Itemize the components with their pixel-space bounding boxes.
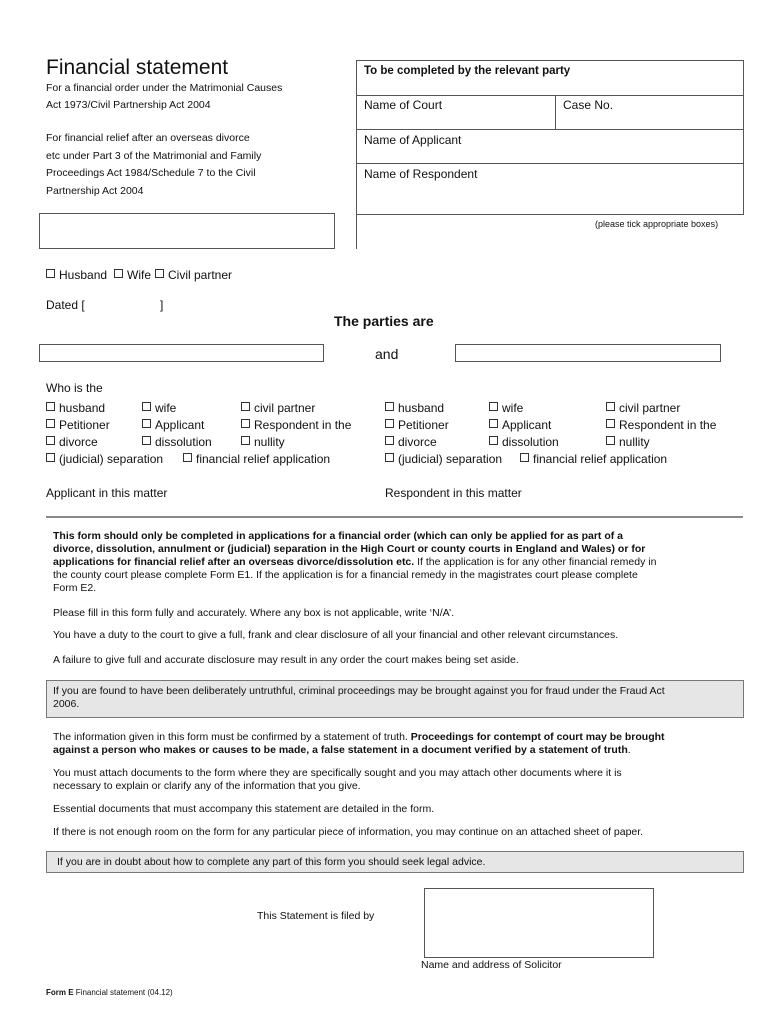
civil-partner-checkbox[interactable]: [155, 268, 232, 282]
relief-line-3: Proceedings Act 1984/Schedule 7 to the Civil: [46, 167, 256, 179]
checkbox-label: financial relief application: [533, 452, 668, 466]
checkbox-square-icon: [241, 436, 250, 445]
applicant-name-field[interactable]: Name of Applicant: [364, 133, 462, 147]
applicant-matter-label: Applicant in this matter: [46, 486, 168, 500]
subtitle-line-2: Act 1973/Civil Partnership Act 2004: [46, 99, 211, 111]
checkbox-square-icon: [155, 269, 164, 278]
right-nullity-checkbox[interactable]: [606, 435, 650, 449]
right-divorce-checkbox[interactable]: [385, 435, 437, 449]
intro-line-2: [53, 543, 738, 556]
failure-instruction: A failure to give full and accurate disclosure may result in any order the court makes being set aside.: [53, 654, 519, 666]
intro-bold-2: divorce, dissolution, annulment or (judicial) separation in the High Court or county courts in England and Wales) or for: [53, 543, 646, 555]
dated-close: ]: [160, 298, 164, 312]
left-applicant-checkbox[interactable]: [142, 418, 204, 432]
footer: [46, 988, 173, 997]
fraud-warning-box: [46, 680, 744, 718]
right-separation-checkbox[interactable]: [385, 452, 502, 466]
room-instruction: If there is not enough room on the form for any particular piece of information, you may continue on an attached sheet of paper.: [53, 826, 644, 838]
checkbox-label: Civil partner: [168, 268, 233, 282]
left-separation-checkbox[interactable]: [46, 452, 163, 466]
checkbox-label: husband: [398, 401, 445, 415]
checkbox-square-icon: [46, 419, 55, 428]
party-two-input[interactable]: [455, 344, 721, 362]
fraud-line-2: 2006.: [53, 698, 80, 710]
court-name-field[interactable]: Name of Court: [364, 98, 443, 112]
checkbox-square-icon: [183, 453, 192, 462]
truth-end: .: [627, 744, 631, 756]
checkbox-square-icon: [385, 436, 394, 445]
essential-instruction: Essential documents that must accompany this statement are detailed in the form.: [53, 803, 435, 815]
fill-instruction: Please fill in this form fully and accurately. Where any box is not applicable, write ‘N/A’.: [53, 607, 455, 619]
checkbox-square-icon: [46, 402, 55, 411]
truth-normal: The information given in this form must be confirmed by a statement of truth.: [53, 731, 411, 743]
relief-line-1: For financial relief after an overseas divorce: [46, 132, 250, 144]
duty-instruction: You have a duty to the court to give a full, frank and clear disclosure of all your financial and other relevant circumstances.: [53, 629, 619, 641]
checkbox-label: Respondent in the: [254, 418, 352, 432]
intro-bold-1: This form should only be completed in applications for a financial order (which can only be applied for as part of a: [53, 530, 623, 542]
checkbox-square-icon: [114, 269, 123, 278]
and-label: and: [375, 346, 399, 362]
intro-line-1: [53, 530, 738, 543]
checkbox-label: wife: [502, 401, 524, 415]
intro-bold-3: applications for financial relief after an overseas divorce/dissolution etc.: [53, 556, 415, 568]
right-wife-checkbox[interactable]: [489, 401, 523, 415]
left-petitioner-checkbox[interactable]: [46, 418, 110, 432]
respondent-name-field[interactable]: Name of Respondent: [364, 167, 478, 181]
checkbox-label: nullity: [619, 435, 650, 449]
checkbox-label: husband: [59, 401, 106, 415]
wife-checkbox[interactable]: [114, 268, 151, 282]
left-wife-checkbox[interactable]: [142, 401, 176, 415]
checkbox-square-icon: [489, 402, 498, 411]
tick-note: (please tick appropriate boxes): [595, 219, 719, 229]
divider: [356, 95, 744, 96]
checkbox-label: (judicial) separation: [398, 452, 503, 466]
divider: [356, 215, 357, 249]
divider: [356, 129, 744, 130]
dated-label: Dated [: [46, 298, 85, 312]
checkbox-label: Applicant: [502, 418, 552, 432]
right-petitioner-checkbox[interactable]: [385, 418, 449, 432]
checkbox-square-icon: [241, 402, 250, 411]
checkbox-label: civil partner: [619, 401, 681, 415]
checkbox-square-icon: [520, 453, 529, 462]
left-respondent-checkbox[interactable]: [241, 418, 351, 432]
left-civil-partner-checkbox[interactable]: [241, 401, 315, 415]
left-husband-checkbox[interactable]: [46, 401, 105, 415]
section-divider: [46, 516, 743, 518]
subtitle-line-1: For a financial order under the Matrimonial Causes: [46, 82, 283, 94]
relief-line-4: Partnership Act 2004: [46, 185, 144, 197]
solicitor-details-box[interactable]: [424, 888, 654, 958]
right-civil-partner-checkbox[interactable]: [606, 401, 680, 415]
checkbox-label: (judicial) separation: [59, 452, 164, 466]
checkbox-square-icon: [241, 419, 250, 428]
footer-name: Financial statement (04.12): [73, 988, 173, 997]
checkbox-square-icon: [142, 419, 151, 428]
truth-bold-2: against a person who makes or causes to be made, a false statement in a document verified by a statement of truth: [53, 744, 628, 756]
checkbox-square-icon: [385, 402, 394, 411]
husband-checkbox[interactable]: [46, 268, 107, 282]
attach-line-2: necessary to explain or clarify any of the information that you give.: [53, 780, 361, 792]
case-number-field[interactable]: Case No.: [563, 98, 614, 112]
checkbox-label: dissolution: [502, 435, 559, 449]
attach-line-1: You must attach documents to the form where they are specifically sought and you may attach other documents where it is: [53, 767, 622, 779]
footer-form: Form E: [46, 988, 74, 997]
intro-line-4: the county court please complete Form E1. If the application is for a financial remedy in the magistrates court please complete: [53, 569, 638, 581]
checkbox-square-icon: [489, 436, 498, 445]
right-dissolution-checkbox[interactable]: [489, 435, 559, 449]
checkbox-square-icon: [142, 436, 151, 445]
intro-paragraph: [53, 530, 738, 595]
left-divorce-checkbox[interactable]: [46, 435, 98, 449]
page-title: Financial statement: [46, 56, 229, 79]
checkbox-square-icon: [46, 269, 55, 278]
truth-line-2: [53, 744, 738, 757]
checkbox-square-icon: [46, 436, 55, 445]
right-financial-relief-checkbox[interactable]: [520, 452, 667, 466]
intro-normal-3: If the application is for any other financial remedy in: [414, 556, 657, 568]
right-applicant-checkbox[interactable]: [489, 418, 551, 432]
truth-bold-1: Proceedings for contempt of court may be brought: [410, 731, 665, 743]
advice-text: If you are in doubt about how to complete any part of this form you should seek legal advice.: [57, 856, 486, 868]
checkbox-label: divorce: [398, 435, 437, 449]
party-box-heading: To be completed by the relevant party: [364, 65, 571, 77]
checkbox-label: Wife: [127, 268, 151, 282]
divider: [356, 163, 744, 164]
checkbox-square-icon: [489, 419, 498, 428]
checkbox-label: financial relief application: [196, 452, 331, 466]
truth-paragraph: [53, 731, 738, 757]
legal-advice-box: [46, 851, 744, 873]
checkbox-square-icon: [606, 419, 615, 428]
party-one-input[interactable]: [39, 344, 324, 362]
left-nullity-checkbox[interactable]: [241, 435, 285, 449]
respondent-matter-label: Respondent in this matter: [385, 486, 522, 500]
right-husband-checkbox[interactable]: [385, 401, 444, 415]
checkbox-label: Applicant: [155, 418, 205, 432]
checkbox-label: civil partner: [254, 401, 316, 415]
checkbox-label: wife: [155, 401, 177, 415]
checkbox-label: Petitioner: [59, 418, 110, 432]
reference-input-box[interactable]: [39, 213, 335, 249]
left-dissolution-checkbox[interactable]: [142, 435, 212, 449]
solicitor-label: Name and address of Solicitor: [421, 959, 562, 971]
who-is-the-label: Who is the: [46, 381, 103, 395]
divider: [555, 95, 556, 130]
intro-line-5: Form E2.: [53, 582, 97, 594]
checkbox-label: divorce: [59, 435, 98, 449]
left-financial-relief-checkbox[interactable]: [183, 452, 330, 466]
checkbox-square-icon: [46, 453, 55, 462]
checkbox-label: dissolution: [155, 435, 212, 449]
parties-heading: The parties are: [334, 313, 434, 329]
relief-line-2: etc under Part 3 of the Matrimonial and Family: [46, 150, 262, 162]
fraud-line-1: If you are found to have been deliberately untruthful, criminal proceedings may be brought against you for fraud under the Fraud Act: [53, 685, 665, 697]
checkbox-label: nullity: [254, 435, 285, 449]
intro-line-3: [53, 556, 738, 569]
filed-by-label: This Statement is filed by: [257, 910, 375, 922]
checkbox-label: Husband: [59, 268, 108, 282]
checkbox-square-icon: [385, 419, 394, 428]
checkbox-square-icon: [606, 436, 615, 445]
checkbox-label: Respondent in the: [619, 418, 717, 432]
checkbox-square-icon: [142, 402, 151, 411]
checkbox-square-icon: [606, 402, 615, 411]
attach-paragraph: [53, 767, 738, 793]
checkbox-square-icon: [385, 453, 394, 462]
truth-line-1: [53, 731, 738, 744]
checkbox-label: Petitioner: [398, 418, 449, 432]
right-respondent-checkbox[interactable]: [606, 418, 716, 432]
